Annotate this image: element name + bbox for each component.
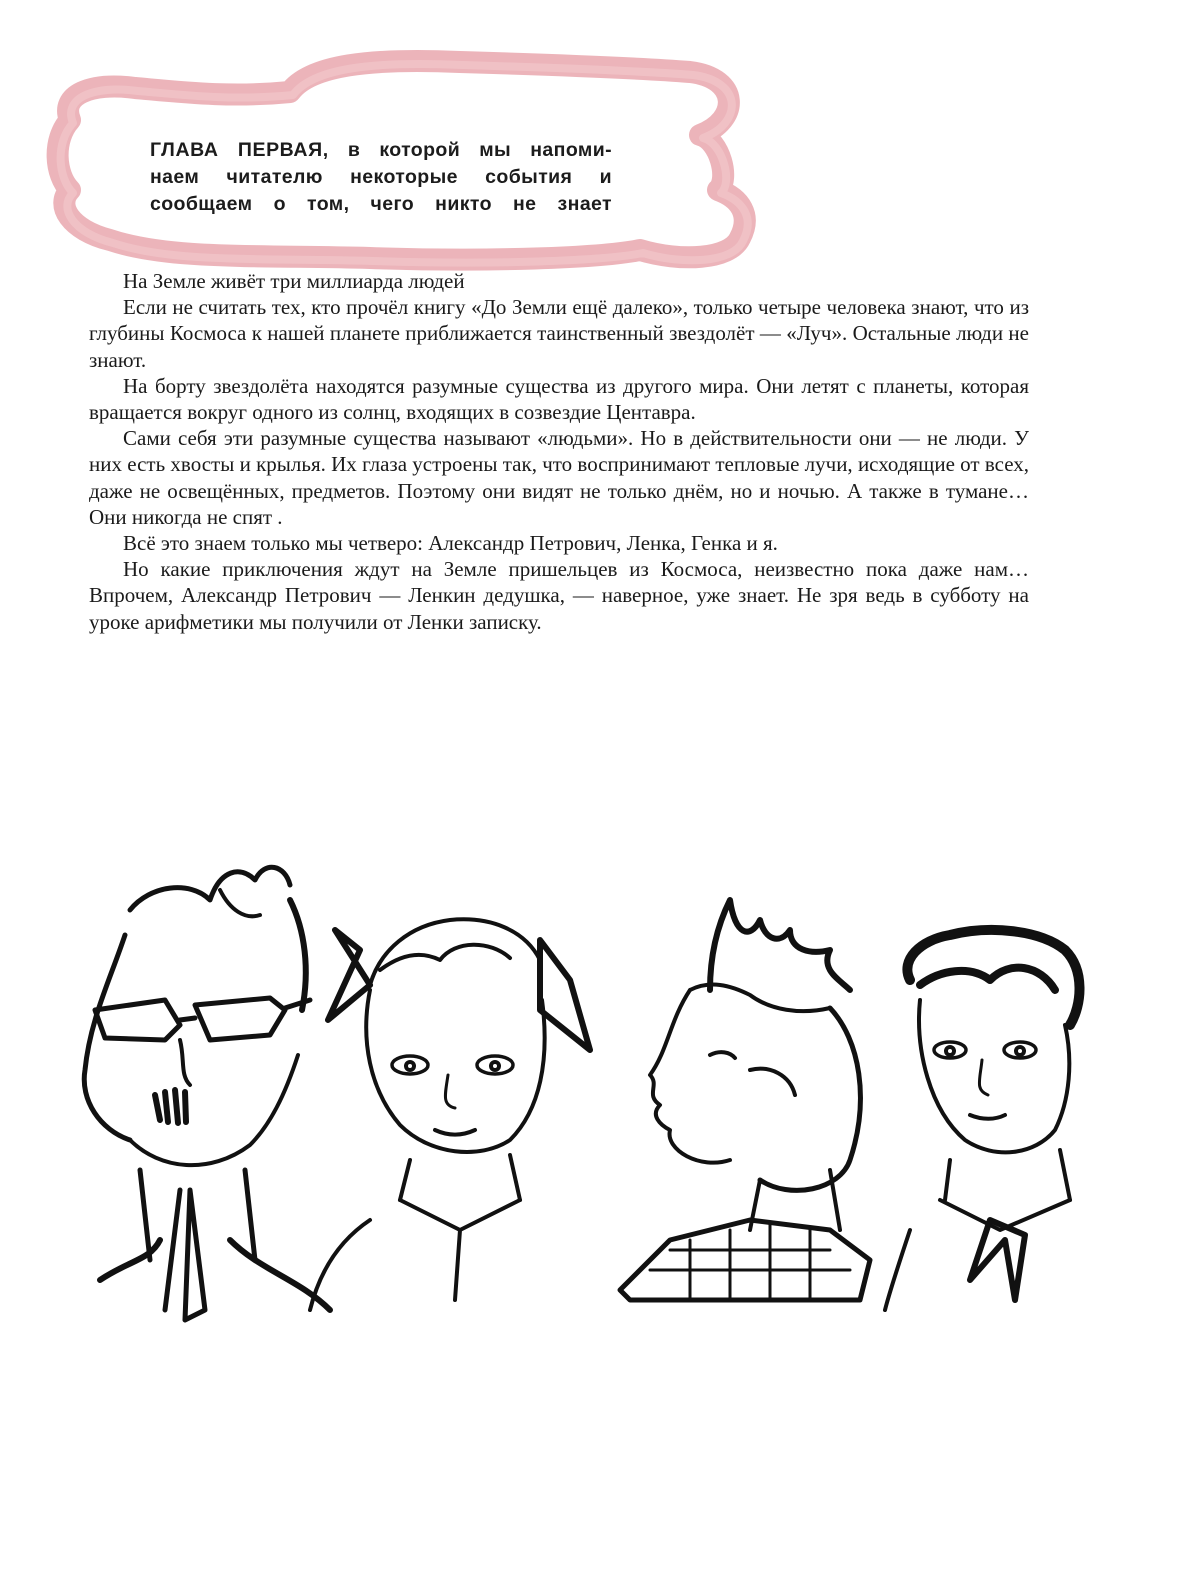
chapter-body: [89, 268, 1029, 635]
paragraph-3: На борту звездолёта находятся разумные существа из другого мира. Они летят с планеты, которая вращается вокруг одного из солнц, входящих в созвездие Центавра.: [89, 373, 1029, 425]
chapter-heading-line-1: [150, 137, 612, 164]
paragraph-1: На Земле живёт три миллиарда людей: [123, 269, 465, 293]
paragraph-5: Всё это знаем только мы четверо: Александр Петрович, Ленка, Генка и я.: [123, 531, 778, 556]
grandfather-portrait: [84, 867, 330, 1320]
paragraph-2: Если не считать тех, кто прочёл книгу «До Земли ещё далеко», только четыре человека знают, что из глубины Космоса к нашей планете приближается таинственный звездолёт — «Луч». Остальные люди не знают.: [89, 295, 1029, 372]
chapter-subtitle-start: в которой мы напоми-: [347, 139, 612, 161]
chapter-heading-line-2: наем читателю некоторые события и: [150, 166, 612, 188]
boy-portrait: [885, 930, 1080, 1310]
girl-portrait: [310, 919, 590, 1310]
chapter-title: ГЛАВА ПЕРВАЯ,: [150, 139, 329, 161]
paragraph-4: Сами себя эти разумные существа называют «людьми». Но в действительности они — не люди. У них есть хвосты и крылья. Их глаза устроены так, что воспринимают тепловые лучи, исходящие от всех, даже не освещённых, предметов. Поэтому они видят не только днём, но и ночью. А также в тумане… Они никогда не спят .: [89, 426, 1029, 529]
characters-illustration: [70, 840, 1120, 1340]
chapter-heading: [150, 137, 612, 218]
chapter-heading-line-3: сообщаем о том, чего никто не знает: [150, 193, 612, 215]
boy-profile-portrait: [620, 900, 870, 1300]
paragraph-6: Но какие приключения ждут на Земле пришельцев из Космоса, неизвестно пока даже нам… Впрочем, Александр Петрович — Ленкин дедушка, — наверное, уже знает. Не зря ведь в субботу на уроке арифметики мы получили от Ленки записку.: [89, 557, 1029, 634]
